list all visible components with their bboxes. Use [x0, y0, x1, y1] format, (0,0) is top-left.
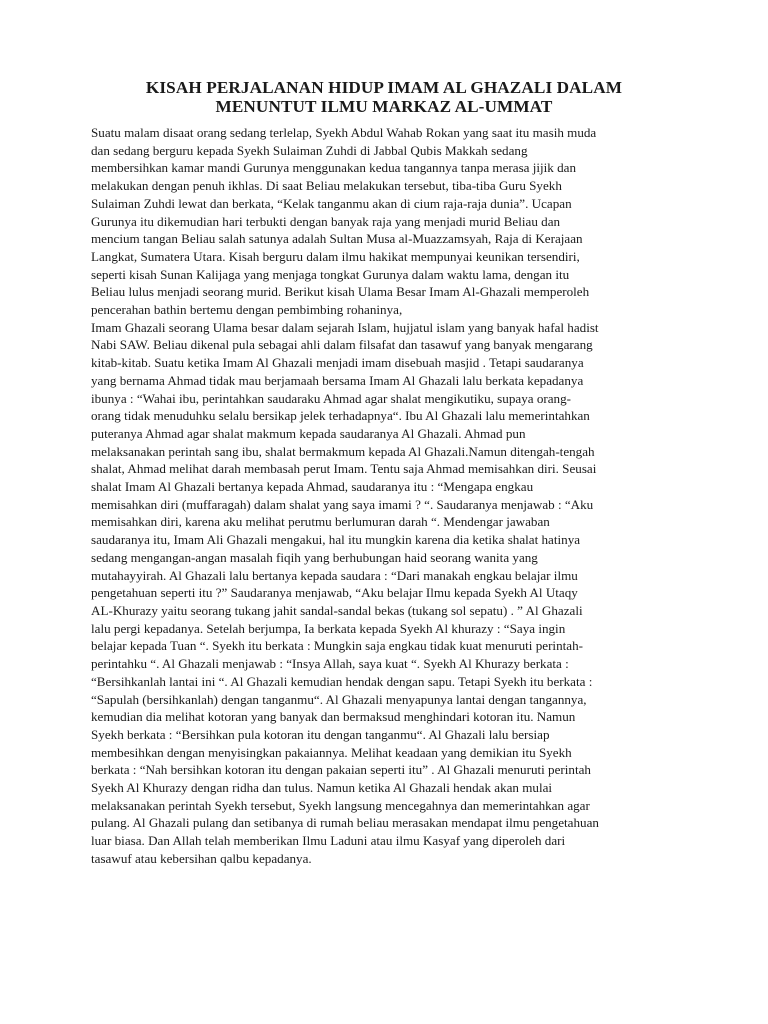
body-line: kemudian dia melihat kotoran yang banyak dan bermaksud menghindari kotoran itu. Namun: [91, 709, 576, 725]
body-line: mencium tangan Beliau salah satunya adalah Sultan Musa al-Muazzamsyah, Raja di Kerajaan: [91, 231, 583, 247]
body-line: lalu pergi kepadanya. Setelah berjumpa, Ia berkata kepada Syekh Al khurazy : “Saya ingin: [91, 620, 566, 636]
body-line: Syekh Al Khurazy dengan ridha dan tulus. Namun ketika Al Ghazali hendak akan mulai: [91, 780, 553, 796]
body-line: shalat, Ahmad melihat darah membasah perut Imam. Tentu saja Ahmad memisahkan diri. Seusai: [91, 461, 597, 477]
body-line: “Bersihkanlah lantai ini “. Al Ghazali kemudian hendak dengan sapu. Tetapi Syekh itu berkata :: [91, 673, 593, 689]
body-line: yang bernama Ahmad tidak mau berjamaah bersama Imam Al Ghazali lalu berkata kepadanya: [91, 372, 584, 388]
body-line: seperti kisah Sunan Kalijaga yang menjaga tongkat Gurunya dalam waktu lama, dengan itu: [91, 266, 570, 282]
body-line: belajar kepada Tuan “. Syekh itu berkata : Mungkin saja engkau tidak kuat menuruti perintah-: [91, 638, 583, 654]
body-line: kitab-kitab. Suatu ketika Imam Al Ghazali menjadi imam disebuah masjid . Tetapi saudaranya: [91, 355, 584, 371]
body-line: melaksanakan perintah sang ibu, shalat bermakmum kepada Al Ghazali.Namun ditengah-tengah: [91, 443, 595, 459]
body-line: ibunya : “Wahai ibu, perintahkan saudaraku Ahmad agar shalat mengikutiku, supaya orang-: [91, 390, 571, 406]
body-line: AL-Khurazy yaitu seorang tukang jahit sandal-sandal bekas (tukang sol sepatu) . ” Al Ghazali: [91, 602, 583, 618]
document-body: [91, 124, 691, 868]
body-line: membersihkan kamar mandi Gurunya menggunakan kedua tangannya tanpa merasa jijik dan: [91, 160, 577, 176]
body-line: puteranya Ahmad agar shalat makmum kepada saudaranya Al Ghazali. Ahmad pun: [91, 425, 526, 441]
body-line: sedang mengangan-angan masalah fiqih yang berhubungan haid seorang wanita yang: [91, 549, 538, 565]
body-line: Suatu malam disaat orang sedang terlelap, Syekh Abdul Wahab Rokan yang saat itu masih muda: [91, 125, 597, 140]
title-line-1: KISAH PERJALANAN HIDUP IMAM AL GHAZALI DALAM: [145, 78, 623, 97]
body-line: Nabi SAW. Beliau dikenal pula sebagai ahli dalam filsafat dan tasawuf yang banyak mengarang: [91, 337, 593, 353]
body-line: tasawuf atau kebersihan qalbu kepadanya.: [91, 850, 312, 866]
body-line: membesihkan dengan menyisingkan pakaiannya. Melihat keadaan yang demikian itu Syekh: [91, 744, 572, 760]
title-line-2: MENUNTUT ILMU MARKAZ AL-UMMAT: [215, 97, 553, 116]
body-line: melaksanakan perintah Syekh tersebut, Syekh langsung mencegahnya dan memerintahkan agar: [91, 797, 590, 813]
document-title: [60, 78, 708, 116]
body-line: orang tidak menuduhku selalu bersikap jelek terhadapnya“. Ibu Al Ghazali lalu memerintahkan: [91, 408, 590, 424]
body-line: pengetahuan seperti itu ?” Saudaranya menjawab, “Aku belajar Ilmu kepada Syekh Al Utaqy: [91, 585, 578, 601]
body-line: perintahku “. Al Ghazali menjawab : “Insya Allah, saya kuat “. Syekh Al Khurazy berkata :: [91, 656, 569, 672]
body-line: memisahkan diri (muffaragah) dalam shalat yang saya imami ? “. Saudaranya menjawab : “Aku: [91, 496, 594, 512]
body-line: saudaranya itu, Imam Ali Ghazali mengakui, hal itu mungkin karena dia ketika shalat hatinya: [91, 532, 581, 548]
body-line: Gurunya itu dikemudian hari terbukti dengan banyak raja yang menjadi murid Beliau dan: [91, 213, 561, 229]
body-line: pencerahan bathin bertemu dengan pembimbing rohaninya,: [91, 302, 403, 318]
body-line: luar biasa. Dan Allah telah memberikan Ilmu Laduni atau ilmu Kasyaf yang diperoleh dari: [91, 833, 566, 849]
body-line: Syekh berkata : “Bersihkan pula kotoran itu dengan tanganmu“. Al Ghazali lalu bersiap: [91, 726, 550, 742]
body-line: Beliau lulus menjadi seorang murid. Berikut kisah Ulama Besar Imam Al-Ghazali memperoleh: [91, 284, 590, 300]
body-line: Imam Ghazali seorang Ulama besar dalam sejarah Islam, hujjatul islam yang banyak hafal hadist: [91, 319, 599, 335]
body-line: dan sedang berguru kepada Syekh Sulaiman Zuhdi di Jabbal Qubis Makkah sedang: [91, 142, 528, 158]
body-line: memisahkan diri, karena aku melihat perutmu berlumuran darah “. Mendengar jawaban: [91, 514, 550, 530]
body-line: shalat Imam Al Ghazali bertanya kepada Ahmad, saudaranya itu : “Mengapa engkau: [91, 479, 534, 495]
body-line: Sulaiman Zuhdi lewat dan berkata, “Kelak tanganmu akan di cium raja-raja dunia”. Ucapan: [91, 195, 572, 211]
body-line: Langkat, Sumatera Utara. Kisah berguru dalam ilmu hakikat mempunyai keunikan tersendiri,: [91, 248, 580, 264]
body-line: “Sapulah (bersihkanlah) dengan tanganmu“. Al Ghazali menyapunya lantai dengan tangannya,: [91, 691, 587, 707]
body-line: pulang. Al Ghazali pulang dan setibanya di rumah beliau merasakan mendapat ilmu pengetahuan: [91, 815, 599, 831]
body-line: melakukan dengan penuh ikhlas. Di saat Beliau melakukan tersebut, tiba-tiba Guru Syekh: [91, 178, 562, 194]
body-line: berkata : “Nah bersihkan kotoran itu dengan pakaian seperti itu” . Al Ghazali menuruti perintah: [91, 762, 591, 778]
body-line: mutahayyirah. Al Ghazali lalu bertanya kepada saudara : “Dari manakah engkau belajar ilmu: [91, 567, 578, 583]
